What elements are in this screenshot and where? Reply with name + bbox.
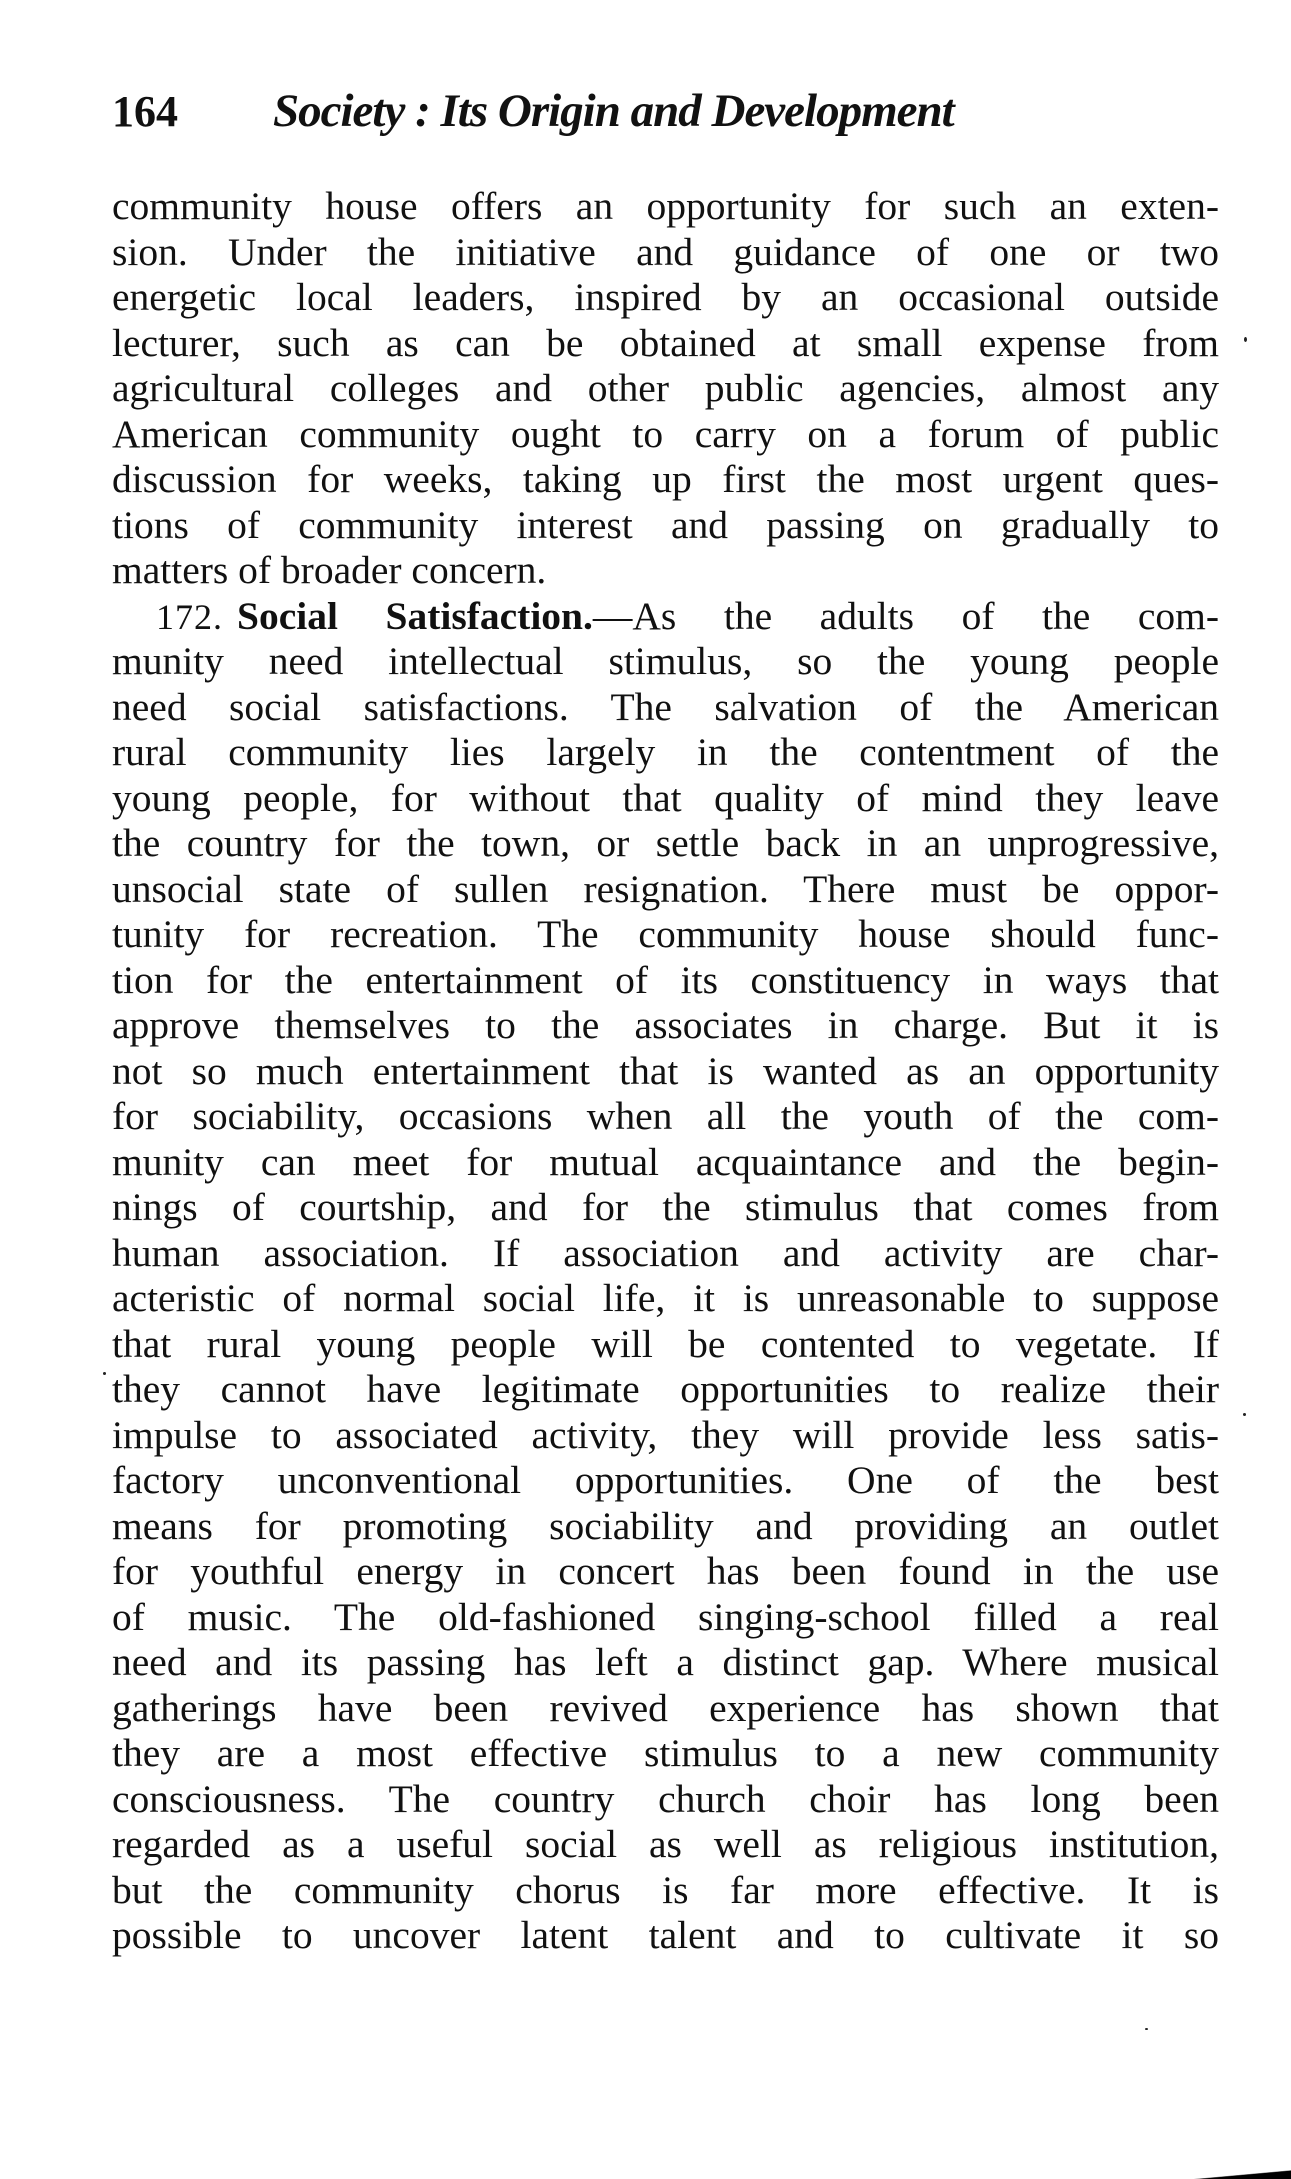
text-line: approve themselves to the associates in charge. But it is [112,1003,1219,1047]
text-line: munity can meet for mutual acquaintance and the begin- [112,1139,1219,1184]
section-number: 172. [156,596,223,637]
text-line: acteristic of normal social life, it is unreasonable to suppose [112,1276,1219,1320]
section-heading-line [112,594,1219,640]
text-line: gatherings have been revived experience has shown that [112,1685,1219,1730]
text-line: discussion for weeks, taking up first the most urgent ques- [112,457,1219,501]
running-title: Society : Its Origin and Development [273,85,954,137]
text-line: that rural young people will be contented to vegetate. If [112,1321,1219,1366]
text-line: impulse to associated activity, they will provide less satis- [112,1412,1219,1457]
text-line: sion. Under the initiative and guidance of one or two [112,229,1219,274]
text-line: the country for the town, or settle back in an unprogressive, [112,821,1219,865]
text-line: they are a most effective stimulus to a new community [112,1731,1219,1775]
text-line: not so much entertainment that is wanted as an opportunity [112,1048,1219,1093]
text-line: American community ought to carry on a forum of public [112,411,1219,456]
text-line: of music. The old-fashioned singing-school filled a real [112,1594,1219,1639]
section-lead-text: —As the adults of the com- [592,593,1219,638]
scan-speck [1145,2028,1148,2030]
text-line: human association. If association and activity are char- [112,1230,1219,1275]
text-line: tions of community interest and passing on gradually to [112,502,1219,547]
page-header [112,86,1072,146]
text-line: lecturer, such as can be obtained at small expense from [112,320,1219,365]
body-text [112,184,1219,1959]
page-number: 164 [112,87,178,136]
scan-speck [103,1372,106,1375]
text-line: energetic local leaders, inspired by an occasional outside [112,275,1219,319]
text-line: munity need intellectual stimulus, so the young people [112,639,1219,683]
text-line: for youthful energy in concert has been found in the use [112,1549,1219,1593]
text-line: unsocial state of sullen resignation. There must be oppor- [112,866,1219,911]
text-line: need and its passing has left a distinct gap. Where musical [112,1640,1219,1684]
text-line: factory unconventional opportunities. One of the best [112,1458,1219,1502]
paragraph-end-line: matters of broader concern. [112,548,547,592]
scan-speck [1244,337,1247,342]
text-line: tunity for recreation. The community house should func- [112,912,1219,956]
text-line: means for promoting sociability and providing an outlet [112,1503,1219,1548]
text-line: consciousness. The country church choir has long been [112,1776,1219,1821]
scan-edge-artifact [1191,2170,1291,2179]
text-line: possible to uncover latent talent and to cultivate it so [112,1913,1219,1957]
text-line: nings of courtship, and for the stimulus that comes from [112,1185,1219,1229]
text-line: tion for the entertainment of its constituency in ways that [112,957,1219,1002]
scan-speck [1243,1413,1246,1416]
text-line: rural community lies largely in the contentment of the [112,730,1219,774]
text-line: they cannot have legitimate opportunities to realize their [112,1367,1219,1411]
text-line: need social satisfactions. The salvation of the American [112,684,1219,729]
text-line: but the community chorus is far more effective. It is [112,1867,1219,1912]
text-line: agricultural colleges and other public agencies, almost any [112,366,1219,410]
text-line: community house offers an opportunity for such an exten- [112,184,1219,228]
text-line: young people, for without that quality of mind they leave [112,775,1219,820]
text-line: for sociability, occasions when all the youth of the com- [112,1094,1219,1138]
text-line: regarded as a useful social as well as religious institution, [112,1822,1219,1866]
section-title: Social Satisfaction. [237,593,593,638]
